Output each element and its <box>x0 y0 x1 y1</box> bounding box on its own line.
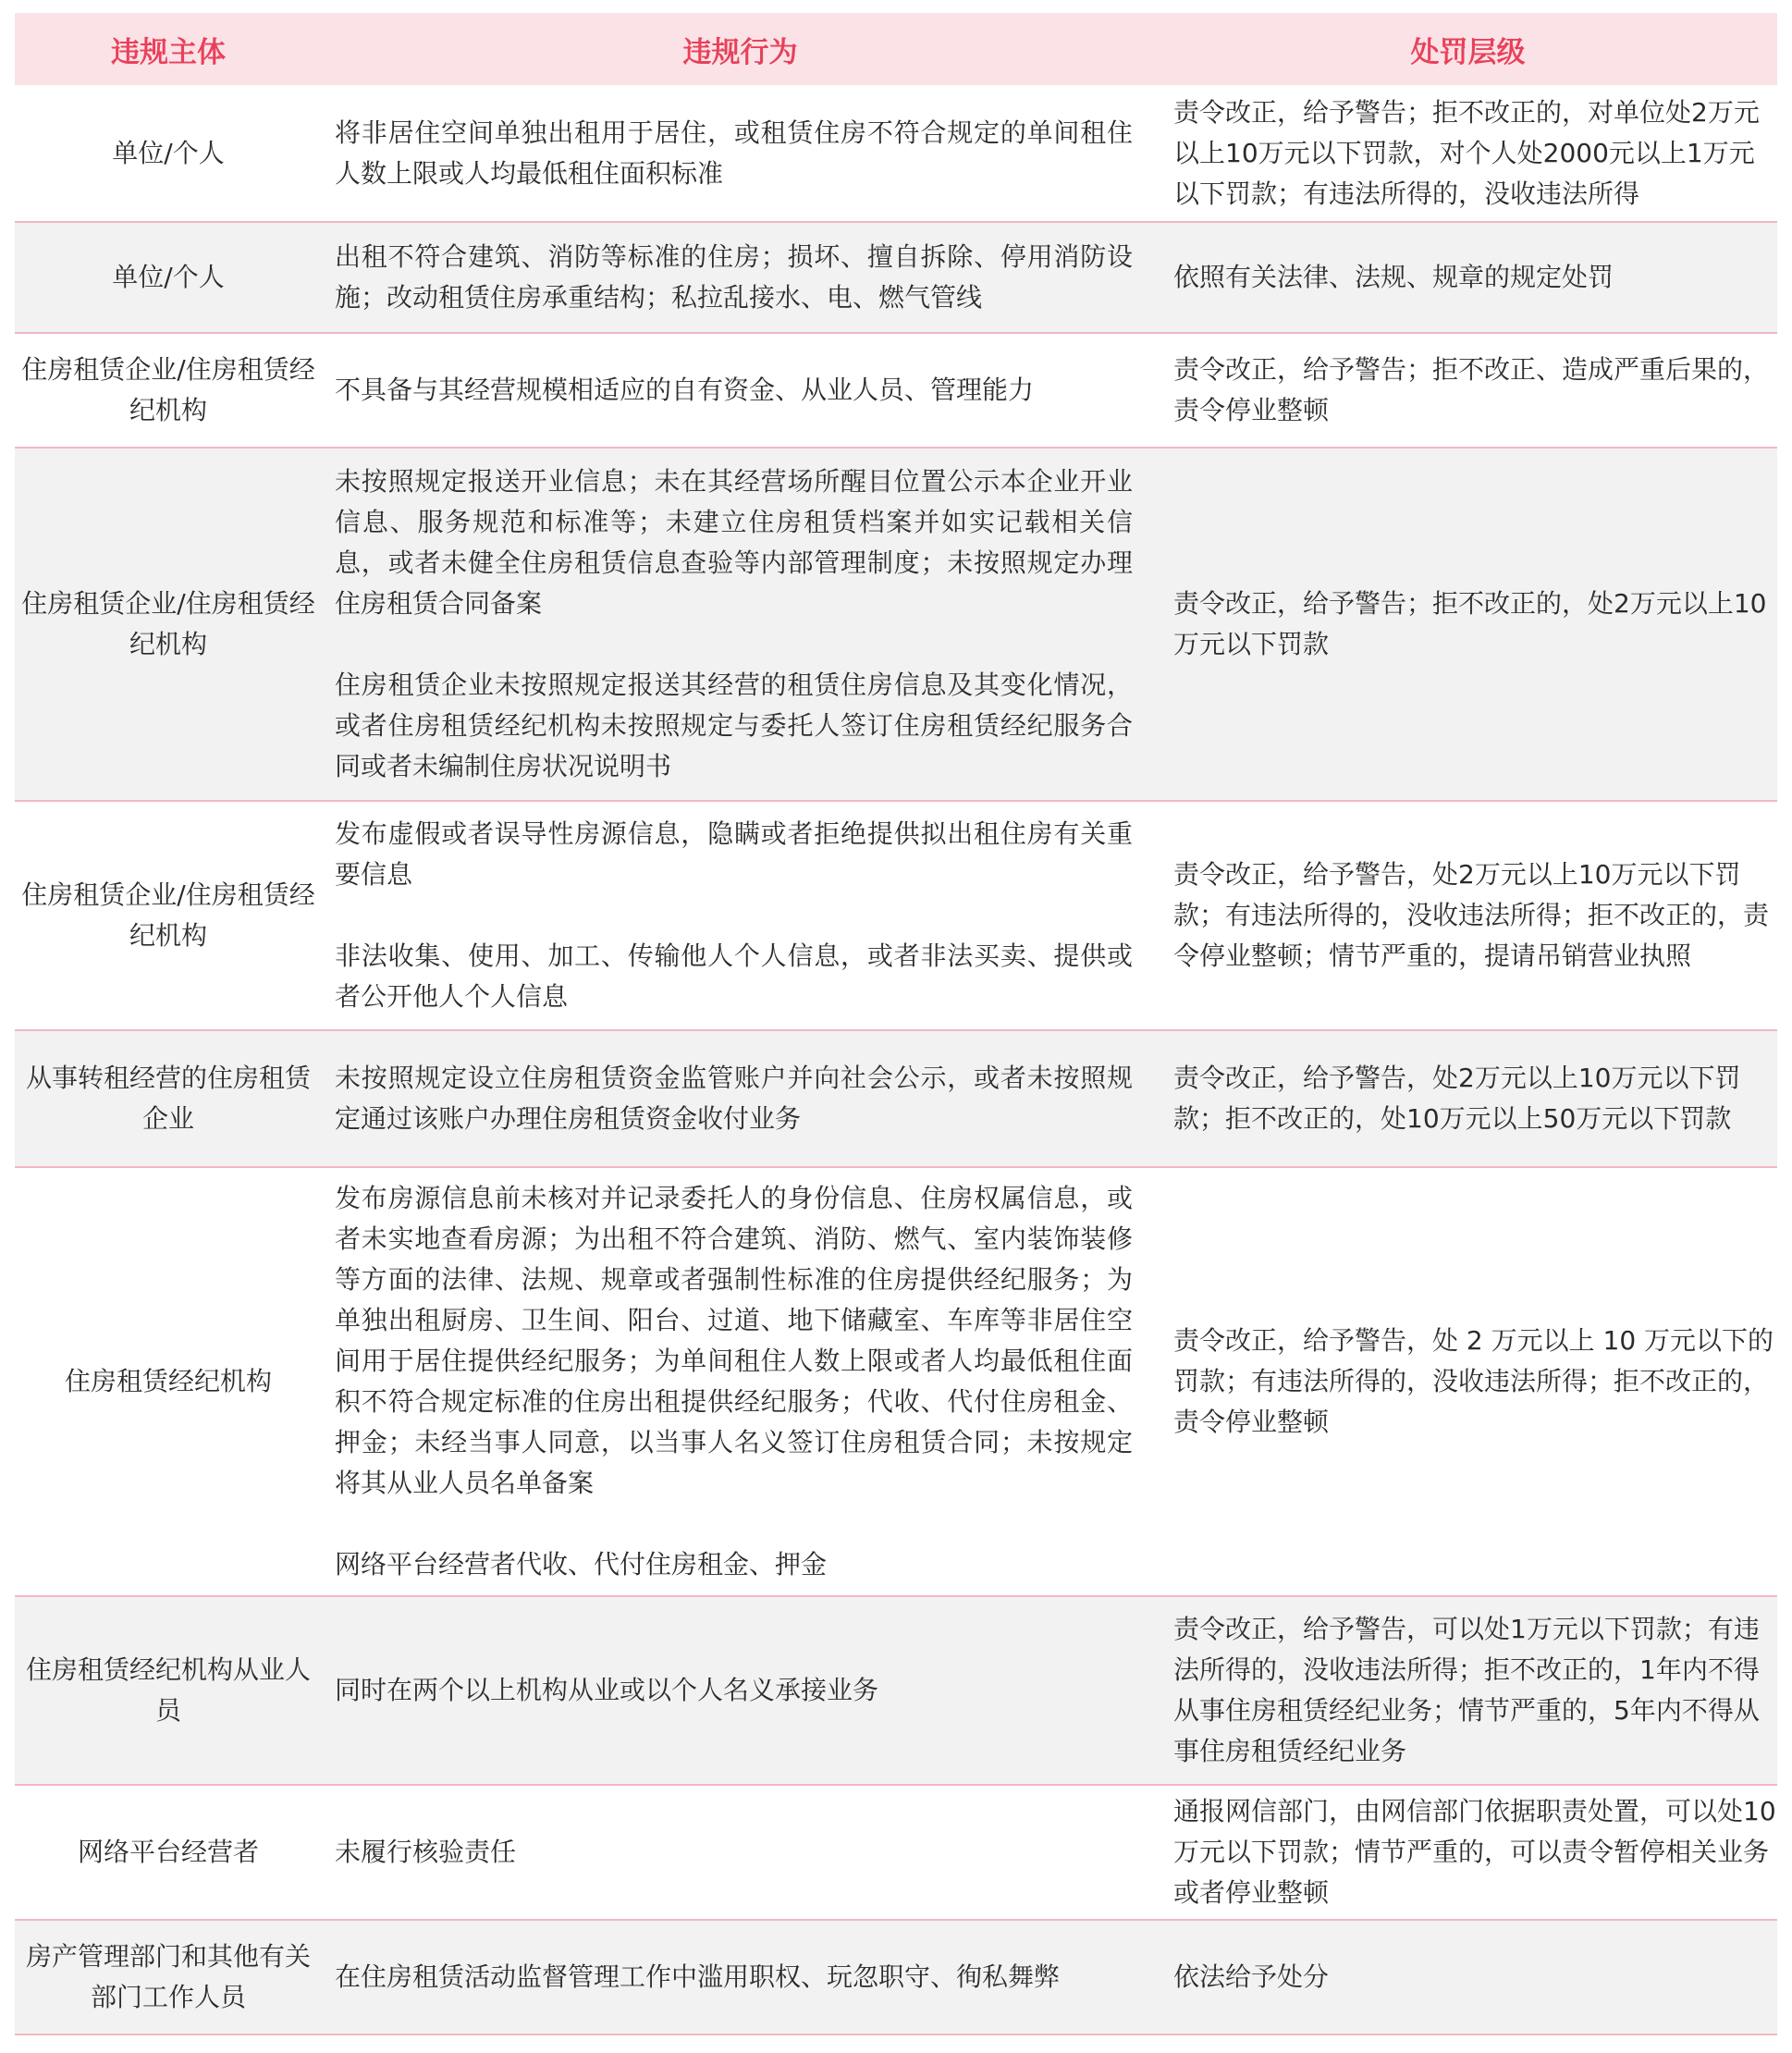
table-row <box>15 448 1777 801</box>
cell-subject: 房产管理部门和其他有关部门工作人员 <box>15 1920 322 2035</box>
behavior-text: 将非居住空间单独出租用于居住，或租赁住房不符合规定的单间租住人数上限或人均最低租住面积标准 <box>335 117 1133 189</box>
cell-behavior <box>322 1785 1159 1920</box>
paragraph-spacer <box>335 895 1133 936</box>
behavior-text: 非法收集、使用、加工、传输他人个人信息，或者非法买卖、提供或者公开他人个人信息 <box>335 940 1133 1012</box>
cell-penalty: 依照有关法律、法规、规章的规定处罚 <box>1159 222 1777 333</box>
cell-subject: 单位/个人 <box>15 222 322 333</box>
header-behavior: 违规行为 <box>322 13 1159 85</box>
cell-subject: 住房租赁企业/住房租赁经纪机构 <box>15 333 322 448</box>
cell-subject: 网络平台经营者 <box>15 1785 322 1920</box>
cell-behavior <box>322 222 1159 333</box>
penalty-table <box>15 13 1777 2035</box>
behavior-text: 未按照规定报送开业信息；未在其经营场所醒目位置公示本企业开业信息、服务规范和标准等；未建立住房租赁档案并如实记载相关信息，或者未健全住房租赁信息查验等内部管理制度；未按照规定办理住房租赁合同备案 <box>335 466 1133 619</box>
cell-behavior <box>322 1596 1159 1785</box>
table-row <box>15 801 1777 1030</box>
table-row <box>15 1920 1777 2035</box>
behavior-text: 出租不符合建筑、消防等标准的住房；损坏、擅自拆除、停用消防设施；改动租赁住房承重结构；私拉乱接水、电、燃气管线 <box>335 241 1133 313</box>
cell-behavior <box>322 333 1159 448</box>
cell-penalty: 依法给予处分 <box>1159 1920 1777 2035</box>
cell-behavior <box>322 801 1159 1030</box>
paragraph-spacer <box>335 1504 1133 1544</box>
cell-subject: 住房租赁企业/住房租赁经纪机构 <box>15 801 322 1030</box>
cell-subject: 住房租赁企业/住房租赁经纪机构 <box>15 448 322 801</box>
cell-penalty: 责令改正，给予警告；拒不改正的，处2万元以上10万元以下罚款 <box>1159 448 1777 801</box>
cell-behavior <box>322 448 1159 801</box>
cell-behavior <box>322 85 1159 222</box>
behavior-text: 发布虚假或者误导性房源信息，隐瞒或者拒绝提供拟出租住房有关重要信息 <box>335 818 1133 890</box>
table-row <box>15 1030 1777 1167</box>
cell-penalty: 责令改正，给予警告，可以处1万元以下罚款；有违法所得的，没收违法所得；拒不改正的，1年内不得从事住房租赁经纪业务；情节严重的，5年内不得从事住房租赁经纪业务 <box>1159 1596 1777 1785</box>
cell-penalty: 责令改正，给予警告，处2万元以上10万元以下罚款；有违法所得的，没收违法所得；拒不改正的，责令停业整顿；情节严重的，提请吊销营业执照 <box>1159 801 1777 1030</box>
cell-subject: 住房租赁经纪机构从业人员 <box>15 1596 322 1785</box>
table-row <box>15 85 1777 222</box>
cell-penalty: 责令改正，给予警告，处 2 万元以上 10 万元以下的罚款；有违法所得的，没收违法所得；拒不改正的，责令停业整顿 <box>1159 1167 1777 1596</box>
cell-penalty: 责令改正，给予警告；拒不改正的，对单位处2万元以上10万元以下罚款，对个人处2000元以上1万元以下罚款；有违法所得的，没收违法所得 <box>1159 85 1777 222</box>
header-subject: 违规主体 <box>15 13 322 85</box>
cell-behavior <box>322 1920 1159 2035</box>
table-row <box>15 333 1777 448</box>
cell-penalty: 责令改正，给予警告；拒不改正、造成严重后果的，责令停业整顿 <box>1159 333 1777 448</box>
behavior-text: 未按照规定设立住房租赁资金监管账户并向社会公示，或者未按照规定通过该账户办理住房租赁资金收付业务 <box>335 1063 1133 1134</box>
table-row <box>15 1785 1777 1920</box>
behavior-text: 未履行核验责任 <box>335 1837 517 1867</box>
behavior-text: 同时在两个以上机构从业或以个人名义承接业务 <box>335 1675 879 1705</box>
cell-subject: 从事转租经营的住房租赁企业 <box>15 1030 322 1167</box>
paragraph-spacer <box>335 624 1133 665</box>
cell-subject: 住房租赁经纪机构 <box>15 1167 322 1596</box>
cell-behavior <box>322 1167 1159 1596</box>
behavior-text: 在住房租赁活动监督管理工作中滥用职权、玩忽职守、徇私舞弊 <box>335 1961 1061 1992</box>
table-row <box>15 222 1777 333</box>
header-penalty: 处罚层级 <box>1159 13 1777 85</box>
cell-behavior <box>322 1030 1159 1167</box>
behavior-text: 发布房源信息前未核对并记录委托人的身份信息、住房权属信息，或者未实地查看房源；为出租不符合建筑、消防、燃气、室内装饰装修等方面的法律、法规、规章或者强制性标准的住房提供经纪服务；为单独出租厨房、卫生间、阳台、过道、地下储藏室、车库等非居住空间用于居住提供经纪服务；为单间租住人数上限或者人均最低租住面积不符合规定标准的住房出租提供经纪服务；代收、代付住房租金、押金；未经当事人同意，以当事人名义签订住房租赁合同；未按规定将其从业人员名单备案 <box>335 1183 1133 1498</box>
behavior-text: 网络平台经营者代收、代付住房租金、押金 <box>335 1549 828 1580</box>
behavior-text: 不具备与其经营规模相适应的自有资金、从业人员、管理能力 <box>335 375 1035 405</box>
table-header-row <box>15 13 1777 85</box>
cell-subject: 单位/个人 <box>15 85 322 222</box>
cell-penalty: 通报网信部门，由网信部门依据职责处置，可以处10万元以下罚款；情节严重的，可以责令暂停相关业务或者停业整顿 <box>1159 1785 1777 1920</box>
penalty-table-container <box>15 13 1777 2035</box>
table-row <box>15 1596 1777 1785</box>
table-row <box>15 1167 1777 1596</box>
behavior-text: 住房租赁企业未按照规定报送其经营的租赁住房信息及其变化情况，或者住房租赁经纪机构未按照规定与委托人签订住房租赁经纪服务合同或者未编制住房状况说明书 <box>335 670 1133 781</box>
cell-penalty: 责令改正，给予警告，处2万元以上10万元以下罚款；拒不改正的，处10万元以上50万元以下罚款 <box>1159 1030 1777 1167</box>
